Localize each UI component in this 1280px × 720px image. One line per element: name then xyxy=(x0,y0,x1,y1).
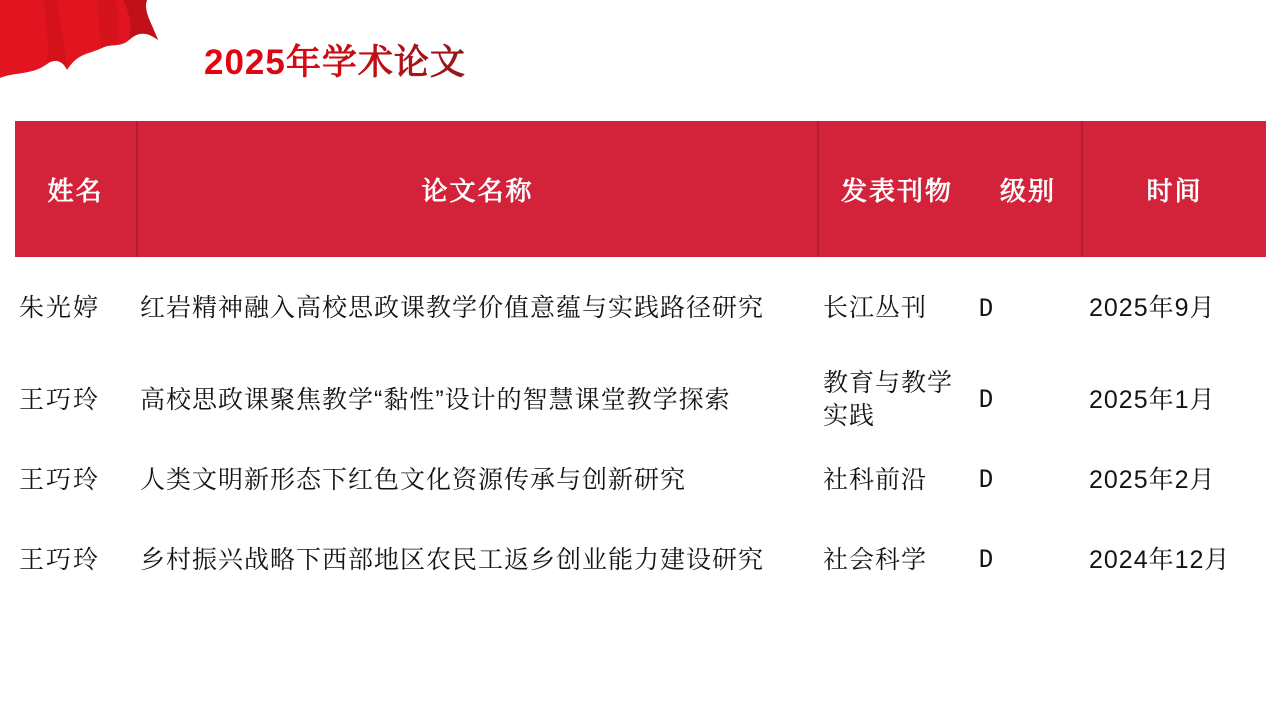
cell-date: 2025年9月 xyxy=(1089,294,1216,322)
header-level: 级别 xyxy=(975,121,1083,257)
table-row xyxy=(15,440,1266,520)
cell-author: 朱光婷 xyxy=(19,294,101,322)
table-row xyxy=(15,257,1266,360)
table-body xyxy=(15,257,1266,600)
cell-level: D xyxy=(979,385,995,414)
papers-table xyxy=(15,121,1266,600)
red-flag-icon xyxy=(0,0,165,92)
cell-paper-title: 乡村振兴战略下西部地区农民工返乡创业能力建设研究 xyxy=(140,545,765,574)
cell-journal: 社科前沿 xyxy=(823,465,928,494)
header-paper-title: 论文名称 xyxy=(138,121,819,257)
cell-paper-title: 高校思政课聚焦教学“黏性”设计的智慧课堂教学探索 xyxy=(140,385,731,414)
cell-author: 王巧玲 xyxy=(19,465,101,494)
cell-paper-title: 红岩精神融入高校思政课教学价值意蕴与实践路径研究 xyxy=(140,294,765,322)
cell-level: D xyxy=(979,465,995,494)
page-title: 2025年学术论文 xyxy=(204,35,466,85)
cell-author: 王巧玲 xyxy=(19,385,101,414)
cell-journal: 长江丛刊 xyxy=(823,294,928,322)
header-date: 时间 xyxy=(1146,175,1203,206)
table-row xyxy=(15,520,1266,600)
cell-level: D xyxy=(979,293,995,322)
table-header-row xyxy=(15,121,1266,257)
cell-date: 2024年12月 xyxy=(1089,545,1231,574)
table-row xyxy=(15,360,1266,440)
cell-author: 王巧玲 xyxy=(19,545,101,574)
header-journal: 发表刊物 xyxy=(840,175,953,206)
cell-journal: 教育与教学实践 xyxy=(823,369,954,430)
cell-journal: 社会科学 xyxy=(823,545,928,574)
cell-date: 2025年2月 xyxy=(1089,465,1216,494)
cell-paper-title: 人类文明新形态下红色文化资源传承与创新研究 xyxy=(140,465,687,494)
cell-level: D xyxy=(979,545,995,574)
header-name: 姓名 xyxy=(15,121,138,257)
cell-date: 2025年1月 xyxy=(1089,385,1216,414)
